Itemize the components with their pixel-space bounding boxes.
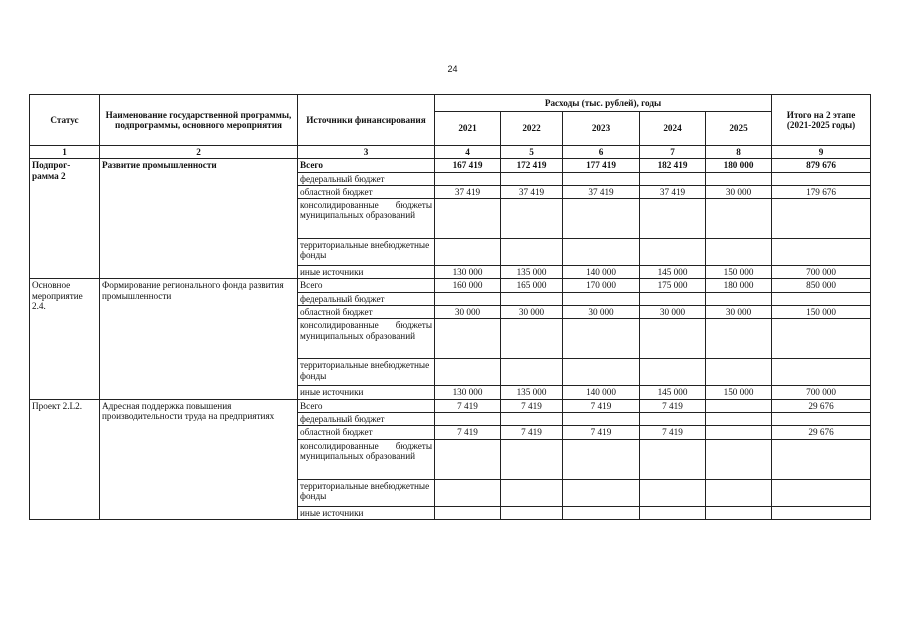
source-cell: федеральный бюджет — [298, 292, 435, 305]
total-cell — [772, 199, 871, 239]
amount-cell: 140 000 — [563, 266, 640, 279]
amount-cell — [706, 506, 772, 519]
amount-cell — [501, 172, 563, 185]
table-row — [30, 399, 871, 412]
header-year: 2022 — [501, 112, 563, 146]
amount-cell: 172 419 — [501, 159, 563, 172]
amount-cell: 160 000 — [435, 279, 501, 292]
source-cell: консолидированные бюджеты муниципальных образований — [298, 199, 435, 239]
program-name-cell: Формирование регионального фонда развития промышленности — [100, 279, 298, 399]
total-cell: 179 676 — [772, 185, 871, 198]
amount-cell: 175 000 — [640, 279, 706, 292]
source-cell: территориальные внебюджетные фонды — [298, 239, 435, 266]
column-number: 2 — [100, 146, 298, 159]
amount-cell: 30 000 — [501, 306, 563, 319]
amount-cell — [706, 426, 772, 439]
amount-cell: 135 000 — [501, 386, 563, 399]
amount-cell: 130 000 — [435, 266, 501, 279]
header-year: 2025 — [706, 112, 772, 146]
total-cell: 29 676 — [772, 426, 871, 439]
total-cell — [772, 439, 871, 479]
amount-cell: 150 000 — [706, 386, 772, 399]
amount-cell — [563, 239, 640, 266]
header-total: Итого на 2 этапе (2021-2025 годы) — [772, 95, 871, 146]
amount-cell — [563, 479, 640, 506]
column-number: 3 — [298, 146, 435, 159]
amount-cell: 165 000 — [501, 279, 563, 292]
amount-cell: 30 000 — [640, 306, 706, 319]
amount-cell — [640, 479, 706, 506]
header-expenses: Расходы (тыс. рублей), годы — [435, 95, 772, 112]
total-cell — [772, 359, 871, 386]
amount-cell: 37 419 — [435, 185, 501, 198]
amount-cell — [640, 199, 706, 239]
source-cell: Всего — [298, 399, 435, 412]
column-number: 7 — [640, 146, 706, 159]
amount-cell: 150 000 — [706, 266, 772, 279]
amount-cell: 7 419 — [563, 426, 640, 439]
amount-cell: 170 000 — [563, 279, 640, 292]
column-number: 6 — [563, 146, 640, 159]
amount-cell — [435, 292, 501, 305]
amount-cell: 167 419 — [435, 159, 501, 172]
amount-cell — [435, 479, 501, 506]
amount-cell: 180 000 — [706, 159, 772, 172]
amount-cell — [563, 439, 640, 479]
amount-cell — [563, 412, 640, 425]
amount-cell — [706, 439, 772, 479]
amount-cell — [563, 359, 640, 386]
program-name-cell: Развитие промышленности — [100, 159, 298, 279]
table-row — [30, 159, 871, 172]
amount-cell — [640, 359, 706, 386]
source-cell: федеральный бюджет — [298, 172, 435, 185]
source-cell: областной бюджет — [298, 306, 435, 319]
amount-cell: 37 419 — [563, 185, 640, 198]
amount-cell — [640, 412, 706, 425]
amount-cell — [501, 239, 563, 266]
column-number: 5 — [501, 146, 563, 159]
amount-cell — [435, 439, 501, 479]
source-cell: иные источники — [298, 386, 435, 399]
header-year: 2024 — [640, 112, 706, 146]
amount-cell: 145 000 — [640, 386, 706, 399]
amount-cell — [501, 479, 563, 506]
column-number: 8 — [706, 146, 772, 159]
amount-cell: 7 419 — [640, 399, 706, 412]
amount-cell — [706, 319, 772, 359]
amount-cell: 7 419 — [435, 399, 501, 412]
amount-cell — [640, 319, 706, 359]
amount-cell — [640, 506, 706, 519]
amount-cell — [435, 506, 501, 519]
table-row — [30, 279, 871, 292]
header-status: Статус — [30, 95, 100, 146]
total-cell — [772, 172, 871, 185]
amount-cell: 140 000 — [563, 386, 640, 399]
amount-cell: 30 000 — [435, 306, 501, 319]
program-name-cell: Адресная поддержка повышения производительности труда на предприятиях — [100, 399, 298, 519]
amount-cell — [640, 172, 706, 185]
amount-cell — [501, 359, 563, 386]
amount-cell — [563, 172, 640, 185]
source-cell: консолидированные бюджеты муниципальных образований — [298, 439, 435, 479]
source-cell: Всего — [298, 279, 435, 292]
amount-cell: 182 419 — [640, 159, 706, 172]
source-cell: областной бюджет — [298, 426, 435, 439]
budget-table — [29, 94, 871, 520]
source-cell: территориальные внебюджетные фонды — [298, 479, 435, 506]
amount-cell — [501, 506, 563, 519]
amount-cell — [640, 292, 706, 305]
status-cell: Проект 2.L2. — [30, 399, 100, 519]
amount-cell — [706, 239, 772, 266]
total-cell — [772, 319, 871, 359]
amount-cell: 30 000 — [563, 306, 640, 319]
amount-cell — [501, 199, 563, 239]
page-number: 24 — [447, 64, 458, 74]
header-year: 2023 — [563, 112, 640, 146]
amount-cell: 180 000 — [706, 279, 772, 292]
source-cell: федеральный бюджет — [298, 412, 435, 425]
total-cell — [772, 412, 871, 425]
source-cell: территориальные внебюджетные фонды — [298, 359, 435, 386]
amount-cell — [706, 479, 772, 506]
amount-cell — [501, 412, 563, 425]
status-cell: Подпрог-рамма 2 — [30, 159, 100, 279]
total-cell: 850 000 — [772, 279, 871, 292]
amount-cell — [563, 199, 640, 239]
total-cell: 700 000 — [772, 266, 871, 279]
amount-cell — [501, 292, 563, 305]
amount-cell — [706, 199, 772, 239]
amount-cell: 7 419 — [563, 399, 640, 412]
amount-cell: 37 419 — [501, 185, 563, 198]
amount-cell: 30 000 — [706, 306, 772, 319]
amount-cell: 30 000 — [706, 185, 772, 198]
amount-cell — [435, 239, 501, 266]
amount-cell — [706, 399, 772, 412]
column-number: 1 — [30, 146, 100, 159]
source-cell: областной бюджет — [298, 185, 435, 198]
amount-cell — [706, 412, 772, 425]
total-cell: 150 000 — [772, 306, 871, 319]
amount-cell: 145 000 — [640, 266, 706, 279]
amount-cell — [706, 292, 772, 305]
amount-cell — [563, 506, 640, 519]
amount-cell — [706, 359, 772, 386]
amount-cell: 7 419 — [640, 426, 706, 439]
header-name: Наименование государственной программы, подпрограммы, основного мероприятия — [100, 95, 298, 146]
total-cell — [772, 292, 871, 305]
header-year: 2021 — [435, 112, 501, 146]
column-numbers-row — [30, 146, 871, 159]
amount-cell: 37 419 — [640, 185, 706, 198]
column-number: 9 — [772, 146, 871, 159]
source-cell: консолидированные бюджеты муниципальных образований — [298, 319, 435, 359]
source-cell: Всего — [298, 159, 435, 172]
amount-cell: 7 419 — [501, 399, 563, 412]
source-cell: иные источники — [298, 266, 435, 279]
total-cell — [772, 479, 871, 506]
total-cell — [772, 239, 871, 266]
amount-cell: 177 419 — [563, 159, 640, 172]
amount-cell — [501, 319, 563, 359]
source-cell: иные источники — [298, 506, 435, 519]
amount-cell: 7 419 — [435, 426, 501, 439]
total-cell — [772, 506, 871, 519]
amount-cell — [640, 239, 706, 266]
total-cell: 879 676 — [772, 159, 871, 172]
amount-cell: 135 000 — [501, 266, 563, 279]
amount-cell — [435, 172, 501, 185]
amount-cell — [640, 439, 706, 479]
total-cell: 700 000 — [772, 386, 871, 399]
amount-cell — [563, 319, 640, 359]
amount-cell — [706, 172, 772, 185]
amount-cell — [435, 359, 501, 386]
amount-cell: 130 000 — [435, 386, 501, 399]
amount-cell — [435, 199, 501, 239]
status-cell: Основное мероприятие 2.4. — [30, 279, 100, 399]
amount-cell — [563, 292, 640, 305]
total-cell: 29 676 — [772, 399, 871, 412]
column-number: 4 — [435, 146, 501, 159]
amount-cell — [435, 412, 501, 425]
amount-cell — [435, 319, 501, 359]
amount-cell — [501, 439, 563, 479]
header-sources: Источники финансирования — [298, 95, 435, 146]
amount-cell: 7 419 — [501, 426, 563, 439]
